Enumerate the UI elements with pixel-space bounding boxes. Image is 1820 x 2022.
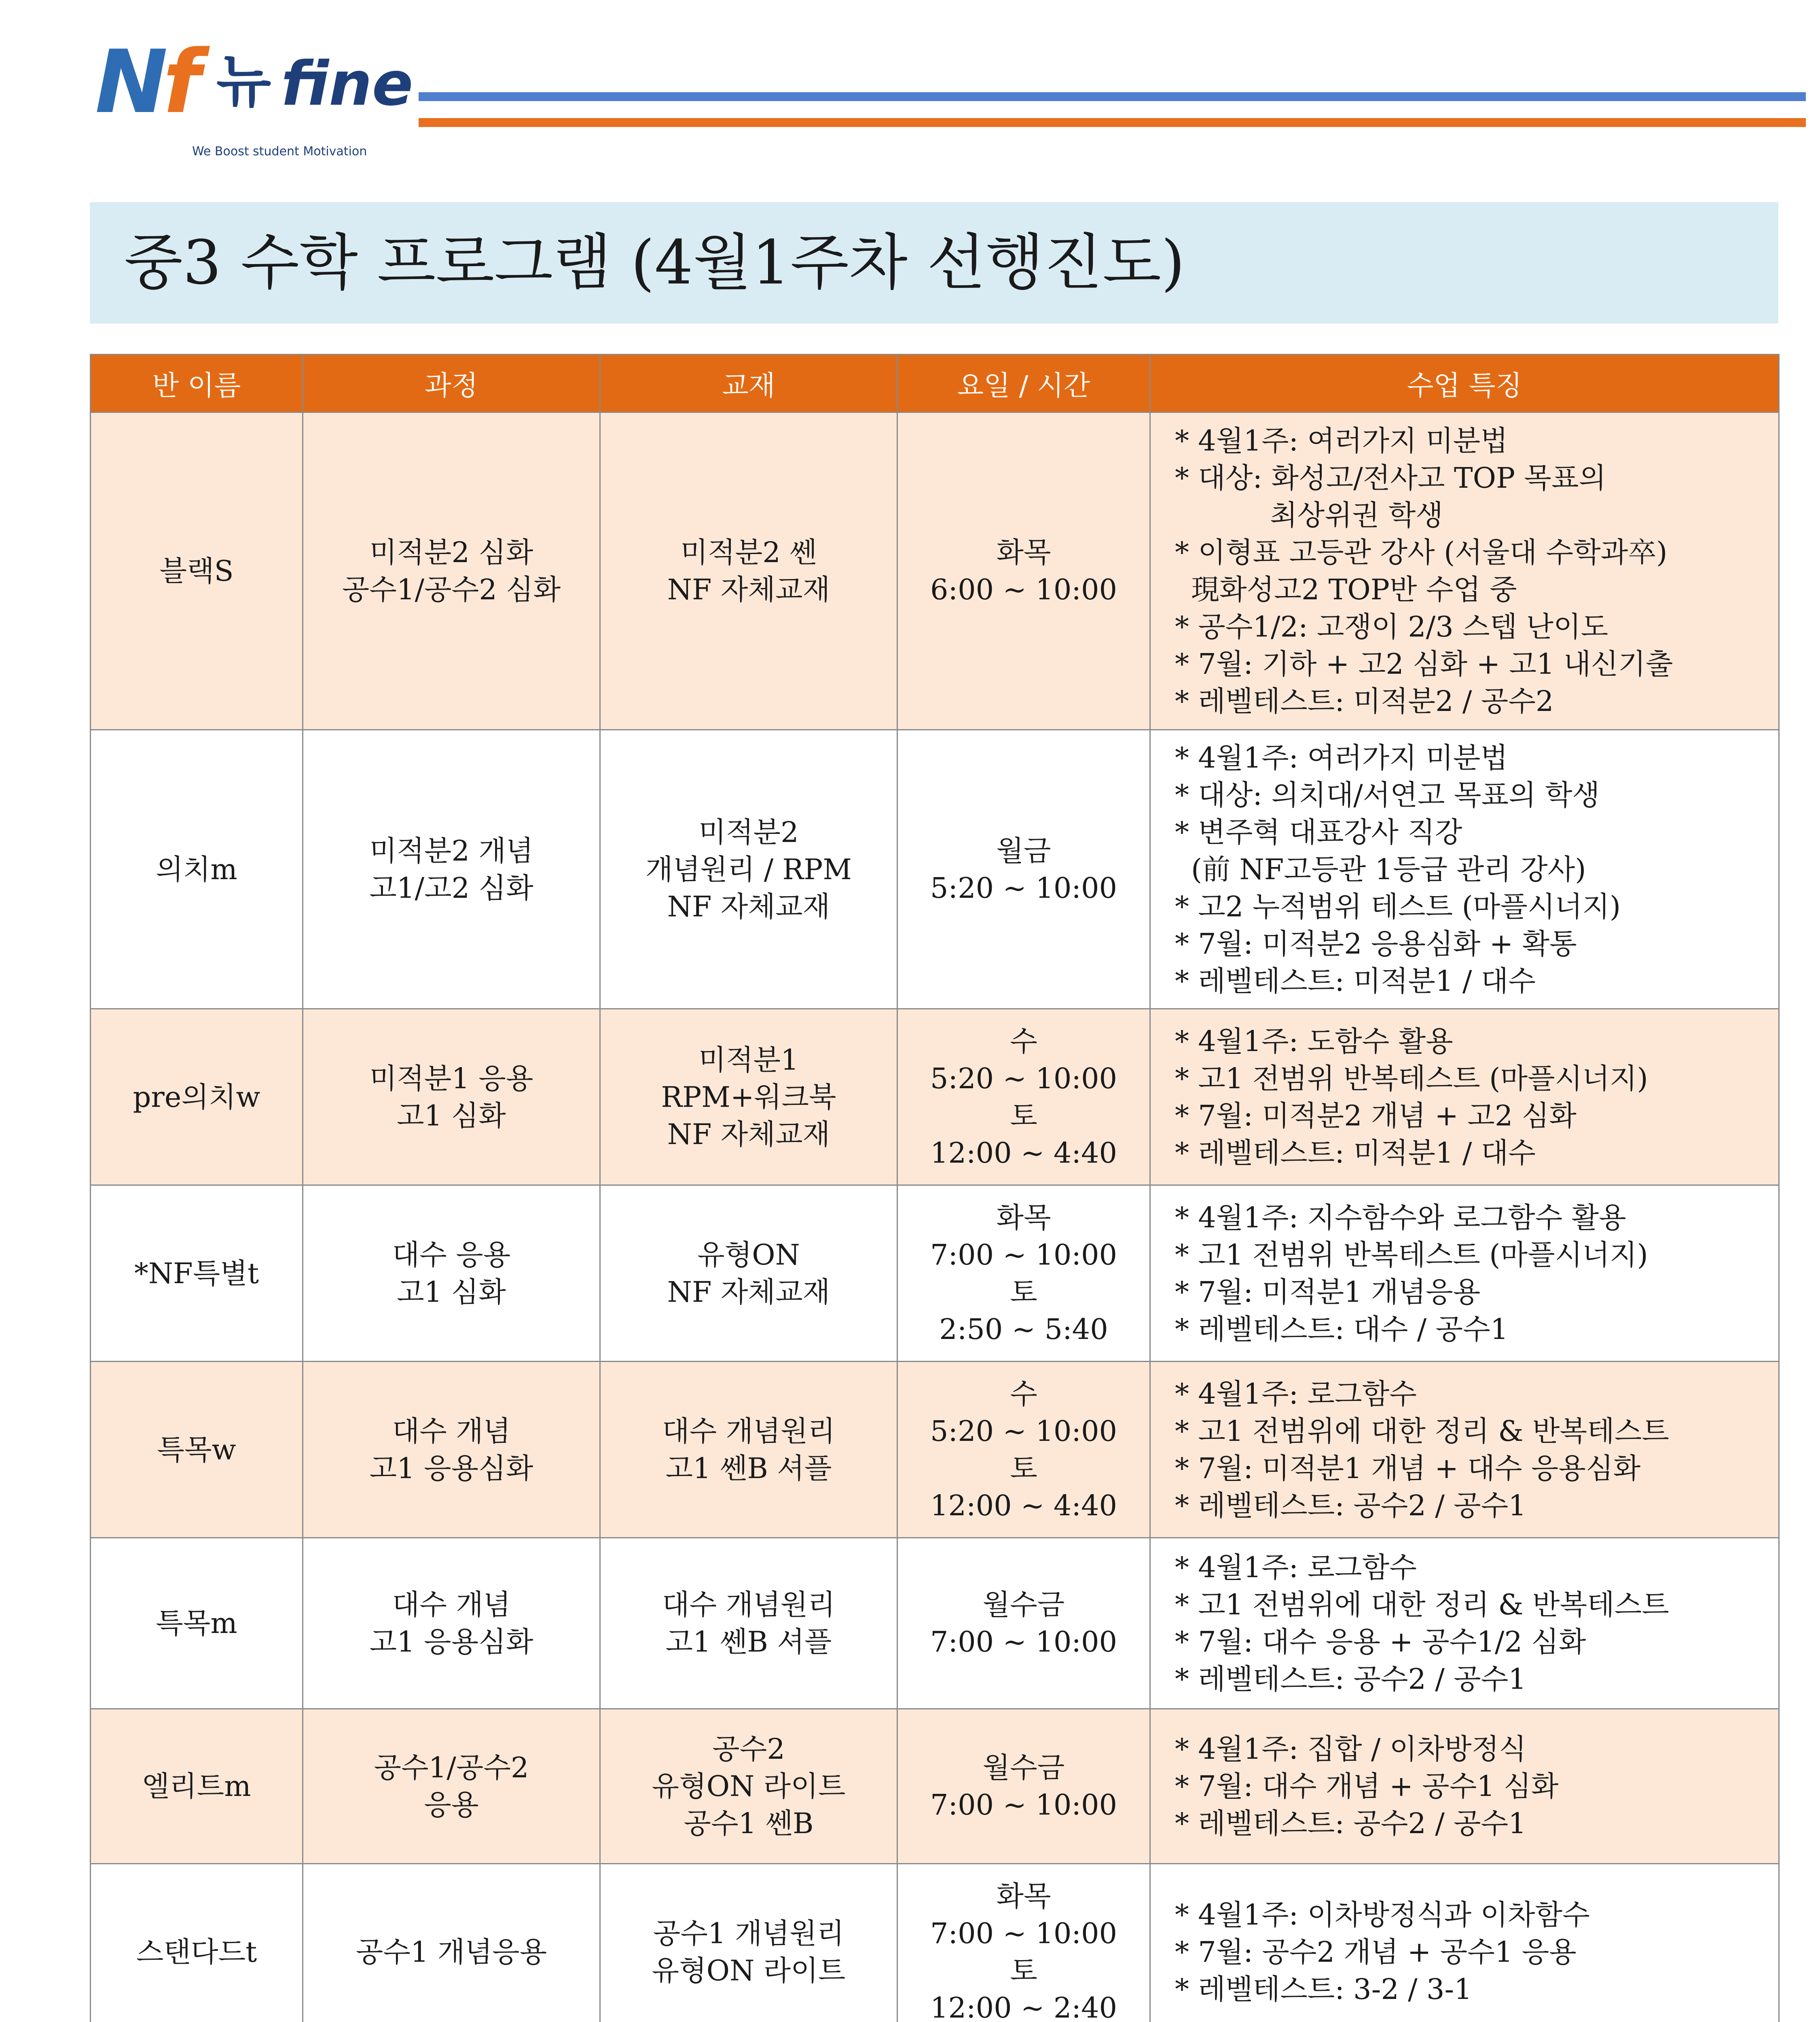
row-schedule-line: 7:00 ~ 10:00 bbox=[930, 1238, 1117, 1271]
row-features-line: * 7월: 기하 + 고2 심화 + 고1 내신기출 bbox=[1175, 647, 1673, 681]
row-book-line: 고1 쎈B 셔플 bbox=[665, 1625, 832, 1658]
row-features bbox=[1150, 1864, 1779, 2022]
row-schedule-line: 토 bbox=[1010, 1954, 1037, 1987]
program-table bbox=[90, 354, 1780, 2022]
table-row bbox=[91, 1864, 1779, 2022]
row-schedule-line: 2:50 ~ 5:40 bbox=[939, 1312, 1108, 1346]
row-class-name: 의치m bbox=[91, 730, 303, 1009]
table-row bbox=[91, 1709, 1779, 1864]
table-header-row bbox=[91, 355, 1779, 412]
row-features-line: * 레벨테스트: 3-2 / 3-1 bbox=[1175, 1972, 1472, 2006]
row-features bbox=[1150, 1009, 1779, 1185]
row-course bbox=[303, 412, 600, 730]
row-book-line: 개념원리 / RPM bbox=[645, 852, 852, 886]
row-schedule bbox=[897, 1538, 1150, 1709]
row-features-line: * 레벨테스트: 미적분1 / 대수 bbox=[1175, 964, 1536, 998]
logo-mark bbox=[95, 31, 196, 133]
row-class-name: pre의치w bbox=[91, 1009, 303, 1185]
row-features-line: * 레벨테스트: 공수2 / 공수1 bbox=[1175, 1807, 1526, 1840]
row-features-line: * 4월1주: 도함수 활용 bbox=[1175, 1024, 1453, 1058]
row-schedule bbox=[897, 1362, 1150, 1538]
row-features-line: * 대상: 의치대/서연고 목표의 학생 bbox=[1175, 778, 1600, 812]
row-schedule bbox=[897, 1709, 1150, 1864]
row-book-line: 공수1 쎈B bbox=[684, 1807, 814, 1840]
row-class-name: 엘리트m bbox=[91, 1709, 303, 1864]
row-book-line: 유형ON bbox=[697, 1238, 800, 1271]
row-features-line: * 이형표 고등관 강사 (서울대 수학과卒) bbox=[1175, 536, 1668, 569]
page-title: 중3 수학 프로그램 (4월1주차 선행진도) bbox=[124, 228, 1185, 298]
table-row bbox=[91, 1009, 1779, 1185]
row-book-line: 공수2 bbox=[712, 1732, 785, 1766]
row-schedule-line: 토 bbox=[1010, 1099, 1037, 1132]
table-row bbox=[91, 412, 1779, 730]
row-features-line: * 4월1주: 여러가지 미분법 bbox=[1175, 424, 1508, 457]
row-schedule-line: 5:20 ~ 10:00 bbox=[930, 871, 1117, 905]
row-schedule-line: 토 bbox=[1010, 1451, 1037, 1485]
row-features-line: * 7월: 미적분1 개념응용 bbox=[1175, 1275, 1481, 1309]
row-book-line: NF 자체교재 bbox=[667, 890, 830, 923]
row-book bbox=[600, 412, 897, 730]
row-course bbox=[303, 730, 600, 1009]
row-features-line: * 레벨테스트: 공수2 / 공수1 bbox=[1175, 1662, 1526, 1696]
row-book bbox=[600, 1362, 897, 1538]
row-book bbox=[600, 730, 897, 1009]
row-class-name: 블랙S bbox=[91, 412, 303, 730]
row-course bbox=[303, 1538, 600, 1709]
row-features bbox=[1150, 1185, 1779, 1362]
row-features-line: * 7월: 대수 응용 + 공수1/2 심화 bbox=[1175, 1625, 1586, 1658]
table-row bbox=[91, 1362, 1779, 1538]
row-class-name: 스탠다드t bbox=[91, 1864, 303, 2022]
row-features-line: * 고2 누적범위 테스트 (마플시너지) bbox=[1175, 890, 1621, 923]
row-book-line: 유형ON 라이트 bbox=[652, 1770, 846, 1803]
row-features-line: * 7월: 미적분2 응용심화 + 확통 bbox=[1175, 927, 1577, 960]
row-schedule-line: 화목 bbox=[996, 536, 1051, 569]
row-schedule bbox=[897, 730, 1150, 1009]
row-schedule-line: 수 bbox=[1010, 1024, 1037, 1058]
row-features-line: * 7월: 미적분2 개념 + 고2 심화 bbox=[1175, 1099, 1577, 1132]
row-schedule bbox=[897, 1009, 1150, 1185]
row-features-line: * 레벨테스트: 공수2 / 공수1 bbox=[1175, 1489, 1526, 1522]
row-class-name: 특목w bbox=[91, 1362, 303, 1538]
row-course-line: 대수 응용 bbox=[392, 1238, 511, 1271]
row-features-line: * 4월1주: 로그함수 bbox=[1175, 1377, 1417, 1411]
row-course bbox=[303, 1709, 600, 1864]
row-course bbox=[303, 1864, 600, 2022]
row-schedule-line: 월수금 bbox=[982, 1588, 1065, 1621]
row-book-line: 고1 쎈B 셔플 bbox=[665, 1451, 832, 1485]
row-features-line: * 레벨테스트: 미적분2 / 공수2 bbox=[1175, 685, 1554, 718]
row-features-line: * 7월: 공수2 개념 + 공수1 응용 bbox=[1175, 1935, 1577, 1969]
row-schedule-line: 토 bbox=[1010, 1275, 1037, 1309]
row-book-line: NF 자체교재 bbox=[667, 1275, 830, 1309]
row-course-line: 미적분2 심화 bbox=[369, 536, 533, 569]
row-features bbox=[1150, 1362, 1779, 1538]
row-course-line: 공수1/공수2 bbox=[374, 1751, 529, 1784]
row-book-line: 대수 개념원리 bbox=[662, 1414, 835, 1448]
row-schedule-line: 12:00 ~ 4:40 bbox=[930, 1136, 1117, 1170]
row-book-line: NF 자체교재 bbox=[667, 573, 830, 606]
row-features-line: 現화성고2 TOP반 수업 중 bbox=[1191, 573, 1517, 606]
table-row bbox=[91, 730, 1779, 1009]
logo-korean: 뉴 bbox=[216, 49, 271, 115]
row-course-line: 고1/고2 심화 bbox=[369, 871, 533, 905]
row-course-line: 대수 개념 bbox=[392, 1588, 511, 1621]
row-course-line: 고1 심화 bbox=[397, 1275, 506, 1309]
row-book bbox=[600, 1185, 897, 1362]
logo-tagline: We Boost student Motivation bbox=[192, 144, 367, 159]
row-class-name: 특목m bbox=[91, 1538, 303, 1709]
row-course-line: 공수1/공수2 심화 bbox=[342, 573, 561, 606]
row-schedule-line: 12:00 ~ 2:40 bbox=[930, 1991, 1117, 2022]
title-banner bbox=[90, 202, 1778, 324]
row-features-line: * 4월1주: 지수함수와 로그함수 활용 bbox=[1175, 1201, 1626, 1234]
row-course-line: 고1 응용심화 bbox=[369, 1451, 533, 1485]
row-features-line: * 레벨테스트: 미적분1 / 대수 bbox=[1175, 1136, 1536, 1170]
row-features-line: 최상위권 학생 bbox=[1270, 499, 1443, 532]
row-features-line: * 변주혁 대표강사 직강 bbox=[1175, 815, 1462, 849]
col-header-features: 수업 특징 bbox=[1150, 355, 1779, 412]
row-course-line: 미적분2 개념 bbox=[369, 834, 533, 867]
row-schedule-line: 7:00 ~ 10:00 bbox=[930, 1788, 1117, 1821]
row-course-line: 대수 개념 bbox=[392, 1414, 511, 1448]
header-line-blue bbox=[419, 92, 1806, 101]
row-schedule bbox=[897, 1185, 1150, 1362]
header-line-orange bbox=[419, 118, 1806, 127]
logo-mark-f: f bbox=[163, 31, 196, 133]
row-features-line: * 7월: 대수 개념 + 공수1 심화 bbox=[1175, 1770, 1559, 1803]
row-book-line: 대수 개념원리 bbox=[662, 1588, 835, 1621]
row-book bbox=[600, 1538, 897, 1709]
row-features-line: * 4월1주: 이차방정식과 이차함수 bbox=[1175, 1898, 1590, 1931]
row-book bbox=[600, 1709, 897, 1864]
row-schedule-line: 5:20 ~ 10:00 bbox=[930, 1414, 1117, 1448]
academy-logo bbox=[95, 31, 413, 172]
logo-mark-n: N bbox=[95, 31, 163, 133]
row-features-line: * 7월: 미적분1 개념 + 대수 응용심화 bbox=[1175, 1451, 1641, 1485]
row-course-line: 공수1 개념응용 bbox=[356, 1935, 547, 1969]
row-features-line: * 고1 전범위 반복테스트 (마플시너지) bbox=[1175, 1062, 1648, 1095]
row-features bbox=[1150, 730, 1779, 1009]
row-schedule-line: 화목 bbox=[996, 1201, 1051, 1234]
row-schedule bbox=[897, 412, 1150, 730]
row-features bbox=[1150, 1538, 1779, 1709]
row-features bbox=[1150, 1709, 1779, 1864]
col-header-book: 교재 bbox=[600, 355, 897, 412]
row-schedule-line: 월수금 bbox=[982, 1751, 1065, 1784]
row-schedule-line: 월금 bbox=[996, 834, 1051, 867]
row-features-line: (前 NF고등관 1등급 관리 강사) bbox=[1191, 852, 1586, 886]
row-schedule-line: 7:00 ~ 10:00 bbox=[930, 1916, 1117, 1950]
row-course bbox=[303, 1362, 600, 1538]
row-class-name: *NF특별t bbox=[91, 1185, 303, 1362]
table-row bbox=[91, 1185, 1779, 1362]
row-features-line: * 고1 전범위에 대한 정리 & 반복테스트 bbox=[1175, 1414, 1670, 1448]
row-features-line: * 공수1/2: 고쟁이 2/3 스텝 난이도 bbox=[1175, 610, 1608, 643]
row-course bbox=[303, 1185, 600, 1362]
row-book-line: 미적분1 bbox=[698, 1043, 799, 1077]
row-book-line: 유형ON 라이트 bbox=[652, 1954, 846, 1987]
row-schedule-line: 5:20 ~ 10:00 bbox=[930, 1062, 1117, 1095]
row-course-line: 고1 응용심화 bbox=[369, 1625, 533, 1658]
row-schedule bbox=[897, 1864, 1150, 2022]
row-schedule-line: 6:00 ~ 10:00 bbox=[930, 573, 1117, 606]
table-row bbox=[91, 1538, 1779, 1709]
row-schedule-line: 화목 bbox=[996, 1879, 1051, 1913]
row-schedule-line: 12:00 ~ 4:40 bbox=[930, 1489, 1117, 1522]
row-features-line: * 고1 전범위에 대한 정리 & 반복테스트 bbox=[1175, 1588, 1670, 1621]
row-course bbox=[303, 1009, 600, 1185]
row-course-line: 고1 심화 bbox=[397, 1099, 506, 1132]
row-book-line: 미적분2 bbox=[698, 815, 799, 849]
row-book-line: RPM+워크북 bbox=[661, 1080, 836, 1114]
row-features-line: * 대상: 화성고/전사고 TOP 목표의 bbox=[1175, 461, 1606, 495]
row-features bbox=[1150, 412, 1779, 730]
row-book bbox=[600, 1864, 897, 2022]
row-course-line: 응용 bbox=[424, 1788, 479, 1821]
row-book-line: 공수1 개념원리 bbox=[653, 1916, 844, 1950]
row-features-line: * 레벨테스트: 대수 / 공수1 bbox=[1175, 1312, 1509, 1346]
row-book bbox=[600, 1009, 897, 1185]
logo-word: fine bbox=[281, 49, 413, 119]
row-book-line: NF 자체교재 bbox=[667, 1117, 830, 1151]
row-features-line: * 4월1주: 집합 / 이차방정식 bbox=[1175, 1732, 1526, 1766]
row-features-line: * 4월1주: 여러가지 미분법 bbox=[1175, 741, 1508, 774]
row-schedule-line: 7:00 ~ 10:00 bbox=[930, 1625, 1117, 1658]
row-features-line: * 4월1주: 로그함수 bbox=[1175, 1551, 1417, 1584]
col-header-course: 과정 bbox=[303, 355, 600, 412]
row-features-line: * 고1 전범위 반복테스트 (마플시너지) bbox=[1175, 1238, 1648, 1271]
row-schedule-line: 수 bbox=[1010, 1377, 1037, 1411]
col-header-schedule: 요일 / 시간 bbox=[897, 355, 1150, 412]
row-book-line: 미적분2 쎈 bbox=[680, 536, 817, 569]
row-course-line: 미적분1 응용 bbox=[369, 1062, 533, 1095]
col-header-class: 반 이름 bbox=[91, 355, 303, 412]
